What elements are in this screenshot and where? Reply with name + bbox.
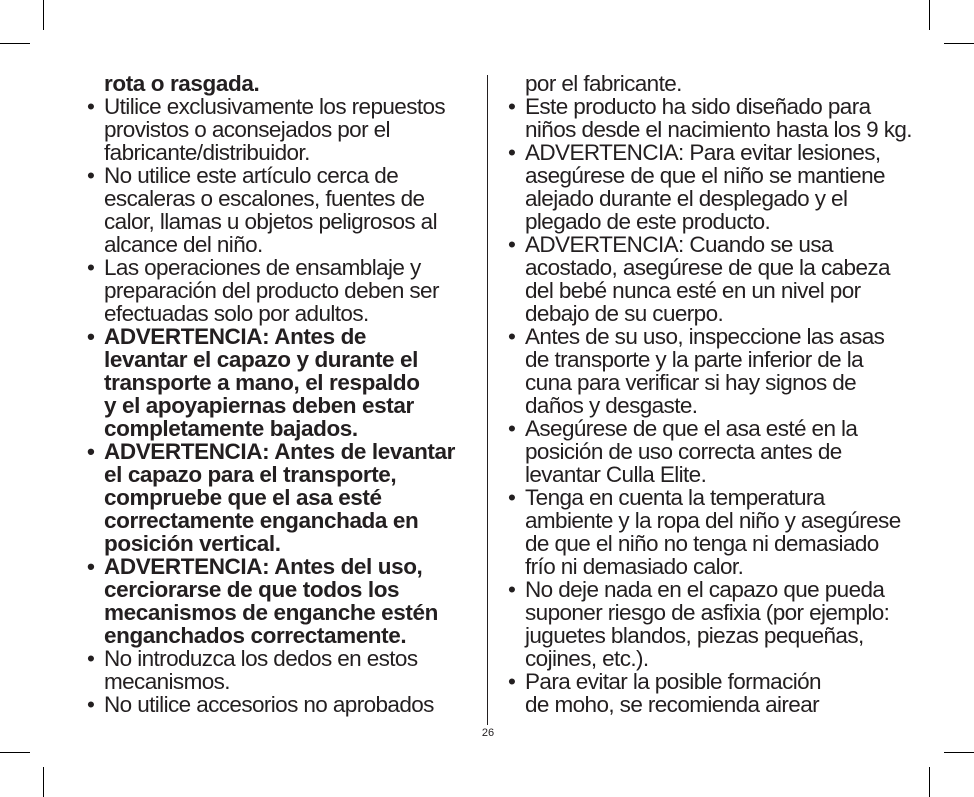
bullet-icon: • bbox=[508, 324, 516, 349]
text-line bbox=[87, 279, 467, 302]
text-line-content: posición vertical. bbox=[104, 531, 281, 556]
text-line-content: mecanismos. bbox=[104, 669, 230, 694]
text-line bbox=[508, 256, 908, 279]
text-line bbox=[87, 95, 467, 118]
text-line-content: rota o rasgada. bbox=[104, 71, 260, 96]
bullet-icon: • bbox=[508, 94, 516, 119]
text-line-content: Las operaciones de ensamblaje y bbox=[104, 255, 421, 280]
text-line bbox=[508, 693, 908, 716]
text-line-content: levantar el capazo y durante el bbox=[104, 347, 418, 372]
text-line-content: ADVERTENCIA: Cuando se usa bbox=[525, 232, 833, 257]
right-text-column bbox=[508, 71, 912, 717]
bullet-icon: • bbox=[87, 554, 95, 579]
text-line bbox=[87, 210, 467, 233]
text-line bbox=[508, 164, 908, 187]
text-line bbox=[508, 210, 908, 233]
text-line-content: alcance del niño. bbox=[104, 232, 263, 257]
text-line-content: Este producto ha sido diseñado para bbox=[525, 94, 871, 119]
text-line bbox=[87, 72, 467, 95]
text-line bbox=[87, 233, 467, 256]
text-line-content: ADVERTENCIA: Antes de bbox=[104, 324, 367, 349]
text-line bbox=[87, 440, 467, 463]
bullet-icon: • bbox=[87, 692, 95, 717]
text-line bbox=[87, 601, 467, 624]
text-line bbox=[508, 578, 908, 601]
text-line-content: enganchados correctamente. bbox=[104, 623, 407, 648]
text-line bbox=[87, 371, 467, 394]
text-line-content: levantar Culla Elite. bbox=[525, 462, 707, 487]
text-line bbox=[508, 279, 908, 302]
bullet-icon: • bbox=[87, 439, 95, 464]
text-line bbox=[508, 233, 908, 256]
text-line-content: cuna para verificar si hay signos de bbox=[525, 370, 857, 395]
text-line-content: Asegúrese de que el asa esté en la bbox=[525, 416, 858, 441]
text-line bbox=[87, 693, 467, 716]
text-line bbox=[508, 302, 908, 325]
text-line bbox=[508, 601, 908, 624]
text-line bbox=[508, 117, 912, 142]
text-line-content: ADVERTENCIA: Para evitar lesiones, bbox=[525, 140, 881, 165]
text-line-content: efectuadas solo por adultos. bbox=[104, 301, 369, 326]
crop-mark-bottom-left-vertical bbox=[43, 767, 44, 797]
text-line bbox=[87, 463, 467, 486]
bullet-icon: • bbox=[508, 669, 516, 694]
text-line-content: suponer riesgo de asfixia (por ejemplo: bbox=[525, 600, 890, 625]
crop-mark-bottom-right-vertical bbox=[929, 767, 930, 797]
text-line-content: ADVERTENCIA: Antes del uso, bbox=[104, 554, 423, 579]
crop-mark-bottom-right-horizontal bbox=[944, 752, 974, 753]
text-line bbox=[508, 440, 908, 463]
text-line-content: daños y desgaste. bbox=[525, 393, 698, 418]
text-line-content: Antes de su uso, inspeccione las asas bbox=[525, 324, 885, 349]
bullet-icon: • bbox=[508, 416, 516, 441]
text-line-content: No introduzca los dedos en estos bbox=[104, 646, 418, 671]
text-line-content: mecanismos de enganche estén bbox=[104, 600, 438, 625]
text-line-content: Tenga en cuenta la temperatura bbox=[525, 485, 825, 510]
crop-mark-top-left-vertical bbox=[43, 0, 44, 30]
page-number: 26 bbox=[481, 727, 495, 739]
text-line bbox=[87, 187, 467, 210]
text-line-content: por el fabricante. bbox=[525, 71, 682, 96]
left-text-column bbox=[87, 72, 467, 716]
text-line bbox=[87, 486, 467, 509]
text-line bbox=[508, 555, 908, 578]
crop-mark-bottom-left-horizontal bbox=[0, 752, 30, 753]
text-line-content: escaleras o escalones, fuentes de bbox=[104, 186, 425, 211]
text-line-content: juguetes blandos, piezas pequeñas, bbox=[525, 623, 864, 648]
text-line bbox=[508, 532, 908, 555]
bullet-icon: • bbox=[508, 232, 516, 257]
text-line bbox=[508, 417, 908, 440]
text-line-content: asegúrese de que el niño se mantiene bbox=[525, 163, 885, 188]
text-line-content: preparación del producto deben ser bbox=[104, 278, 439, 303]
text-line bbox=[508, 509, 908, 532]
text-line-content: de que el niño no tenga ni demasiado bbox=[525, 531, 879, 556]
text-line bbox=[87, 555, 467, 578]
bullet-icon: • bbox=[508, 577, 516, 602]
text-line-content: completamente bajados. bbox=[104, 416, 358, 441]
bullet-icon: • bbox=[87, 646, 95, 671]
text-line-content: ADVERTENCIA: Antes de levantar bbox=[104, 439, 455, 464]
text-line-content: alejado durante el desplegado y el bbox=[525, 186, 848, 211]
text-line-content: debajo de su cuerpo. bbox=[525, 301, 724, 326]
text-line-content: No deje nada en el capazo que pueda bbox=[525, 577, 885, 602]
text-line-content: No utilice accesorios no aprobados bbox=[104, 692, 434, 717]
crop-mark-top-right-horizontal bbox=[944, 43, 974, 44]
text-line bbox=[87, 647, 467, 670]
text-line-content: provistos o aconsejados por el bbox=[104, 117, 390, 142]
text-line-content: correctamente enganchada en bbox=[104, 508, 419, 533]
text-line-content: del bebé nunca esté en un nivel por bbox=[525, 278, 861, 303]
text-line-content: Para evitar la posible formación bbox=[525, 669, 821, 694]
text-line bbox=[508, 463, 908, 486]
text-line-content: y el apoyapiernas deben estar bbox=[104, 393, 414, 418]
text-line-content: posición de uso correcta antes de bbox=[525, 439, 842, 464]
text-line-content: ambiente y la ropa del niño y asegúrese bbox=[525, 508, 901, 533]
text-line bbox=[87, 394, 467, 417]
text-line-content: calor, llamas u objetos peligrosos al bbox=[104, 209, 437, 234]
text-line bbox=[87, 532, 467, 555]
text-line bbox=[508, 394, 908, 417]
text-line bbox=[508, 486, 908, 509]
text-line bbox=[508, 670, 908, 693]
text-line bbox=[87, 624, 467, 647]
text-line bbox=[87, 302, 467, 325]
text-line bbox=[508, 72, 908, 95]
crop-mark-top-left-horizontal bbox=[0, 43, 30, 44]
bullet-icon: • bbox=[87, 94, 95, 119]
text-line bbox=[508, 95, 908, 118]
text-line bbox=[87, 164, 467, 187]
text-line bbox=[87, 509, 467, 532]
text-line bbox=[508, 325, 908, 348]
bullet-icon: • bbox=[87, 163, 95, 188]
text-line bbox=[508, 624, 908, 647]
text-line bbox=[508, 647, 908, 670]
text-line bbox=[87, 325, 467, 348]
text-line-content: cojines, etc.). bbox=[525, 646, 649, 671]
text-line-content: de transporte y la parte inferior de la bbox=[525, 347, 864, 372]
bullet-icon: • bbox=[508, 140, 516, 165]
text-line-content: cerciorarse de que todos los bbox=[104, 577, 400, 602]
text-line-content: No utilice este artículo cerca de bbox=[104, 163, 399, 188]
text-line-content: de moho, se recomienda airear bbox=[525, 692, 820, 717]
text-line bbox=[87, 578, 467, 601]
text-line bbox=[508, 141, 908, 164]
text-line-content: fabricante/distribuidor. bbox=[104, 140, 310, 165]
text-line bbox=[508, 371, 908, 394]
bullet-icon: • bbox=[87, 255, 95, 280]
text-line-content: niños desde el nacimiento hasta los 9 kg. bbox=[525, 117, 912, 142]
text-line bbox=[87, 256, 467, 279]
text-line-content: el capazo para el transporte, bbox=[104, 462, 397, 487]
text-line bbox=[87, 348, 467, 371]
text-line-content: plegado de este producto. bbox=[525, 209, 771, 234]
text-line-content: transporte a mano, el respaldo bbox=[104, 370, 420, 395]
text-line bbox=[508, 348, 908, 371]
text-line bbox=[87, 118, 467, 141]
crop-mark-top-right-vertical bbox=[929, 0, 930, 30]
text-line-content: frío ni demasiado calor. bbox=[525, 554, 744, 579]
text-line-content: compruebe que el asa esté bbox=[104, 485, 382, 510]
bullet-icon: • bbox=[508, 485, 516, 510]
text-line bbox=[87, 417, 467, 440]
text-line bbox=[87, 670, 467, 693]
column-divider bbox=[487, 75, 488, 725]
text-line bbox=[508, 187, 908, 210]
text-line bbox=[87, 141, 467, 164]
text-line-content: acostado, asegúrese de que la cabeza bbox=[525, 255, 890, 280]
text-line-content: Utilice exclusivamente los repuestos bbox=[104, 94, 446, 119]
bullet-icon: • bbox=[87, 324, 95, 349]
